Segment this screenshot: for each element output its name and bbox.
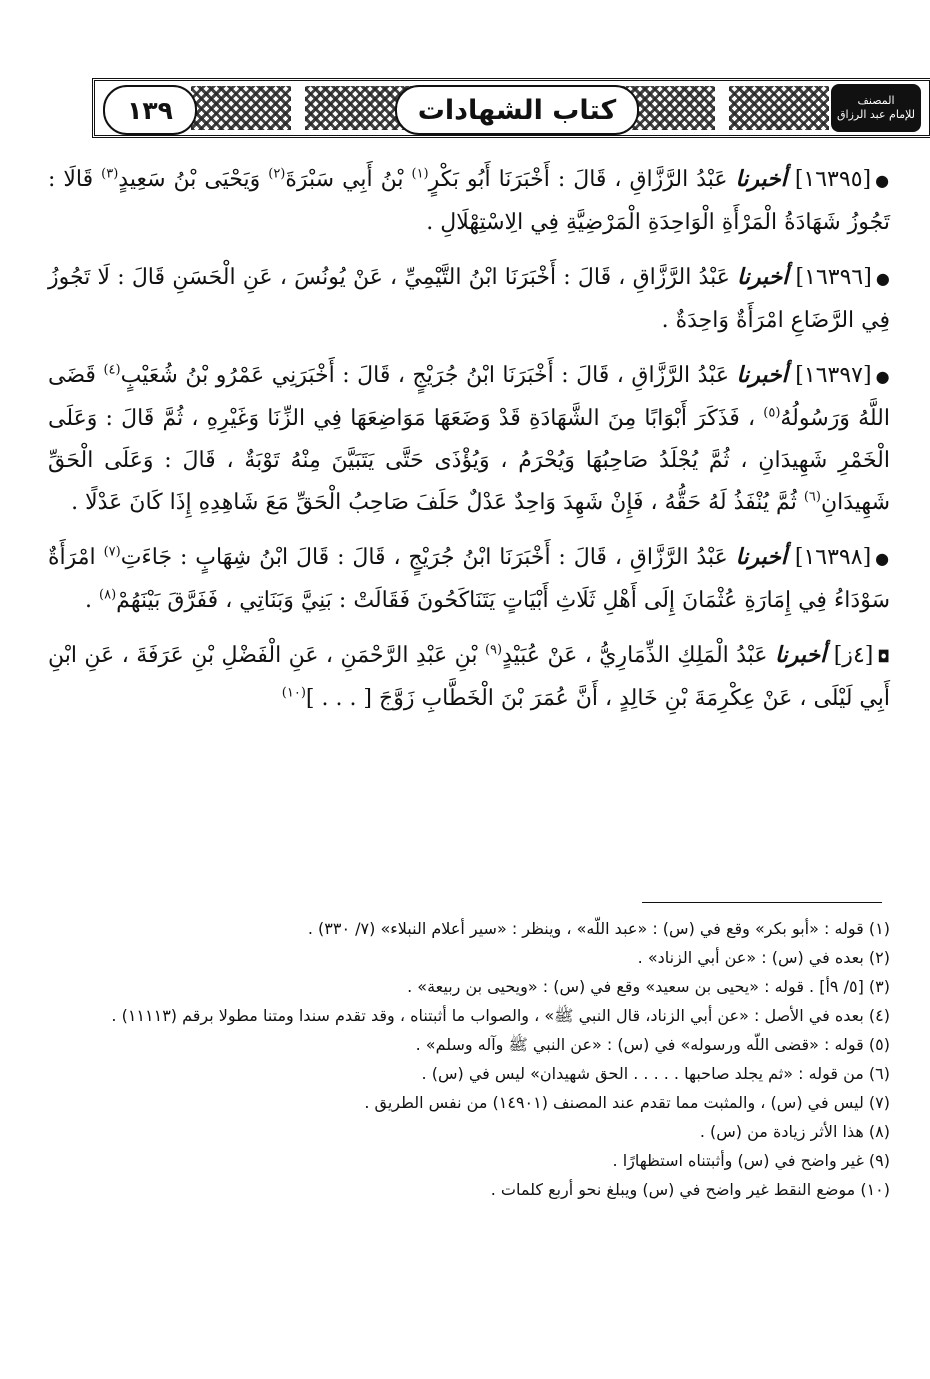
hadith-text: عَبْدُ الرَّزَّاقِ ، قَالَ : أَخْبَرَنَا ابْنُ التَّيْمِيِّ ، عَنْ يُونُسَ ، عَنِ الْحَسَنِ قَالَ : لَا تَجُوزُ فِي الرَّضَاعِ امْرَأَةٌ وَاحِدَةٌ . [48,265,890,333]
footnote-ref[interactable]: (١٠) [281,685,306,701]
hadith-paragraph [48,158,890,244]
header-ornament [191,86,291,130]
hadith-text: . [85,588,93,613]
hadith-number: [٤ز] [833,643,874,668]
hadith-paragraph [48,536,890,622]
footnote-ref[interactable]: (٦) [803,489,821,505]
chapter-title: كتاب الشهادات [395,85,639,135]
book-seal-logo [831,84,921,132]
footnote: (١٠) موضع النقط غير واضح في (س) ويبلغ نحو أربع كلمات . [490,1180,890,1199]
hadith-text: عَبْدُ الرَّزَّاقِ ، قَالَ : أَخْبَرَنَا ابْنُ جُرَيْجٍ ، قَالَ : أَخْبَرَنِي عَمْرُو بْنُ شُعَيْبٍ [120,363,729,388]
hadith-text: امْرَأَةٌ سَوْدَاءُ فِي إِمَارَةِ عُثْمَانَ إِلَى أَهْلِ ثَلَاثِ أَبْيَاتٍ يَتَنَاكَحُونَ فَقَالَتْ : بَنِيَّ وَبَنَاتِي ، فَفَرَّقَ بَيْنَهُمْ [48,545,890,613]
narration-lead: أخبرنا [736,362,788,388]
hadith-paragraph [48,354,890,524]
hadith-text: ثُمَّ يُنْفَذُ لَهُ حَقُّهُ ، فَإِنْ شَهِدَ وَاحِدٌ عَدْلٌ حَلَفَ صَاحِبُ الْحَقِّ مَعَ شَاهِدِهِ إِذَا كَانَ عَدْلًا . [71,490,797,515]
footnote-ref[interactable]: (٣) [101,166,119,182]
footnote: (٢) بعده في (س) : «عن أبي الزناد» . [637,948,890,967]
hadith-number: [١٦٣٩٧] [795,363,872,388]
footnote-ref[interactable]: (٢) [268,166,286,182]
hadith-text: عَبْدُ الْمَلِكِ الذِّمَارِيُّ ، عَنْ عُبَيْدٍ [502,643,768,668]
hadith-text: قَالَا : تَجُوزُ شَهَادَةُ الْمَرْأَةِ الْوَاحِدَةِ الْمَرْضِيَّةِ فِي الِاسْتِهْلَالِ . [48,167,890,235]
footnote: (٨) هذا الأثر زيادة من (س) . [699,1122,890,1141]
hadith-text: عَبْدُ الرَّزَّاقِ ، قَالَ : أَخْبَرَنَا ابْنُ جُرَيْجٍ ، قَالَ : قَالَ ابْنُ شِهَابٍ : جَاءَتِ [120,545,728,570]
seal-line: المصنف [857,94,895,107]
seal-line: للإمام عبد الرزاق [837,108,915,121]
footnote: (١) قوله : «أبو بكر» وقع في (س) : «عبد اللّه» ، وينظر : «سير أعلام النبلاء» (٧/ ٣٣٠) . [307,919,890,938]
hadith-number: [١٦٣٩٨] [794,545,872,570]
hadith-number: [١٦٣٩٦] [795,265,872,290]
footnote-ref[interactable]: (٥) [763,405,781,421]
footnote: (٣) [٥/ ٩أ] . قوله : «يحيى بن سعيد» وقع في (س) : «ويحيى بن ربيعة» . [407,977,890,996]
narration-lead: أخبرنا [737,264,789,290]
footnote: (٧) ليس في (س) ، والمثبت مما تقدم عند المصنف (١٤٩٠١) من نفس الطريق . [364,1093,890,1112]
footnote-ref[interactable]: (٤) [103,362,121,378]
narration-lead: أخبرنا [774,642,827,668]
square-bullet-icon: ◘ [877,647,891,666]
page-number: ١٣٩ [103,85,197,135]
footnote-ref[interactable]: (٧) [103,544,121,560]
hadith-text: ، فَذَكَرَ أَبْوَابًا مِنَ الشَّهَادَةِ قَدْ وَضَعَهَا مَوَاضِعَهَا فِي الزِّنَا وَغَيْرِهِ ، ثُمَّ قَالَ : وَعَلَى الْخَمْرِ شَهِيدَانِ ، ثُمَّ يُجْلَدُ صَاحِبُهَا وَيُحْرَمُ ، وَيُؤْذَى حَتَّى يَتَبَيَّنَ مِنْهُ تَوْبَةٌ ، قَالَ : وَعَلَى الْحَقِّ شَهِيدَانِ [48,406,890,515]
footnote: (٥) قوله : «قضى اللّه ورسوله» في (س) : «عن النبي ﷺ وآله وسلم» . [415,1035,890,1054]
bullet-icon: ● [875,171,891,190]
hadith-paragraph [48,634,890,720]
hadith-paragraph [48,256,890,342]
bullet-icon: ● [875,367,891,386]
footnote-ref[interactable]: (٩) [484,642,503,658]
footnote-ref[interactable]: (١) [411,166,429,182]
hadith-text: عَبْدُ الرَّزَّاقِ ، قَالَ : أَخْبَرَنَا أَبُو بَكْرٍ [428,167,728,192]
hadith-text: بْنُ أَبِي سَبْرَةَ [285,167,404,192]
narration-lead: أخبرنا [735,166,787,192]
footnote-ref[interactable]: (٨) [99,587,117,603]
footnote: (٤) بعده في الأصل : «عن أبي الزناد، قال النبي ﷺ» ، والصواب ما أثبتناه ، وقد تقدم سندا ومتنا مطولا برقم (١١١١٣) . [111,1006,890,1025]
bullet-icon: ● [875,269,890,288]
hadith-text: بْنِ عَبْدِ الرَّحْمَنِ ، عَنِ الْفَضْلِ بْنِ عَرَفَةَ ، عَنِ ابْنِ أَبِي لَيْلَى ، عَنْ عِكْرِمَةَ بْنِ خَالِدٍ ، أَنَّ عُمَرَ بْنَ الْخَطَّابِ زَوَّجَ [ . . . ] [48,643,890,711]
hadith-number: [١٦٣٩٥] [794,167,872,192]
narration-lead: أخبرنا [735,544,787,570]
page-header [92,78,930,138]
footnotes-section [48,914,890,1204]
main-text [48,158,890,732]
bullet-icon: ● [875,549,891,568]
footnote-divider [642,902,882,903]
hadith-text: قَضَى اللَّهُ وَرَسُولُهُ [48,363,890,431]
header-ornament [729,86,829,130]
hadith-text: وَيَحْيَى بْنُ سَعِيدٍ [118,167,261,192]
footnote: (٦) من قوله : «ثم يجلد صاحبها . . . . . الحق شهيدان» ليس في (س) . [421,1064,890,1083]
footnote: (٩) غير واضح في (س) وأثبتناه استظهارًا . [612,1151,890,1170]
